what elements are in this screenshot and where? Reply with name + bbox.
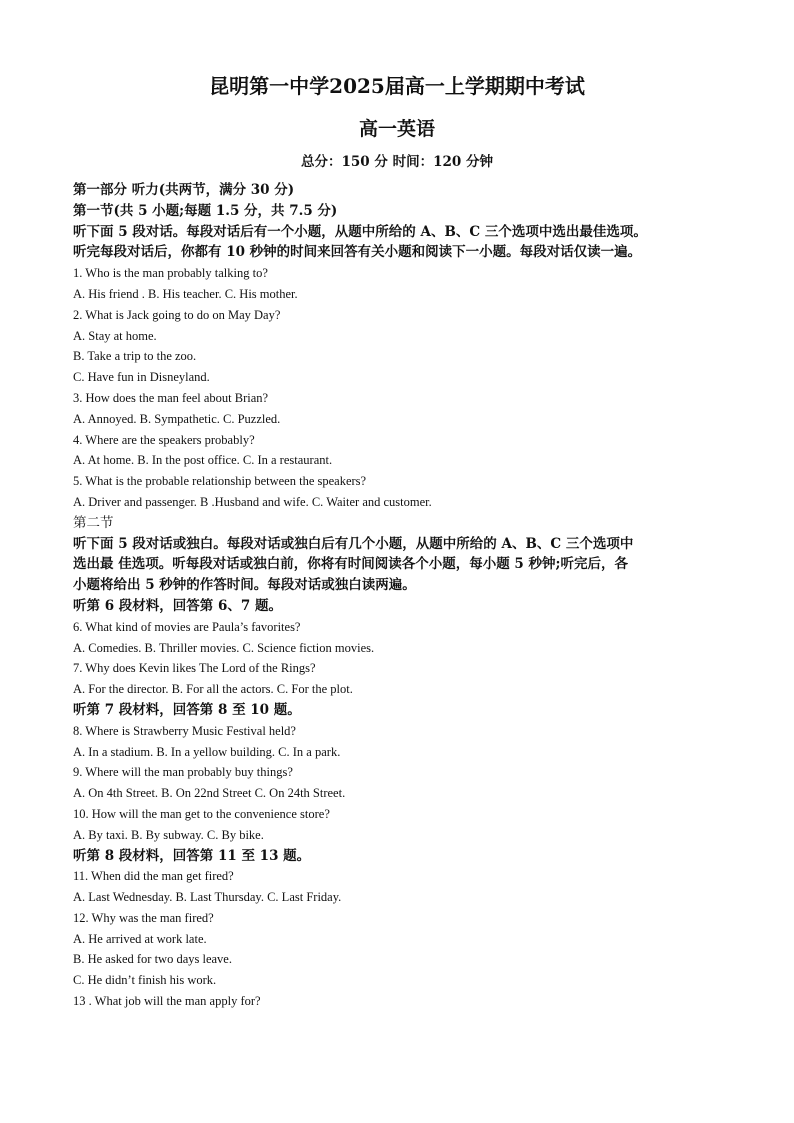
question-line: A. On 4th Street. B. On 22nd Street C. On 24th Street.: [73, 786, 346, 801]
section-heading: 听完每段对话后，你都有 10 秒钟的时间来回答有关小题和阅读下一小题。每段对话仅读一遍。: [73, 244, 642, 261]
section-heading: 听第 6 段材料，回答第 6、7 题。: [73, 597, 282, 614]
section-heading: 听第 7 段材料，回答第 8 至 10 题。: [73, 701, 301, 718]
question-line: 5. What is the probable relationship between the speakers?: [73, 474, 367, 489]
question-line: A. Stay at home.: [73, 328, 157, 343]
section-heading: 第二节: [73, 514, 114, 531]
question-line: 4. Where are the speakers probably?: [73, 432, 255, 447]
question-line: B. Take a trip to the zoo.: [73, 349, 197, 364]
exam-info: 总分：150 分 时间：120 分钟: [301, 154, 493, 170]
question-line: A. Driver and passenger. B .Husband and wife. C. Waiter and customer.: [73, 494, 432, 509]
question-line: A. His friend . B. His teacher. C. His mother.: [73, 286, 298, 301]
question-line: 3. How does the man feel about Brian?: [73, 390, 269, 405]
question-line: A. By taxi. B. By subway. C. By bike.: [73, 827, 264, 842]
question-line: 7. Why does Kevin likes The Lord of the Rings?: [73, 661, 316, 676]
question-line: 11. When did the man get fired?: [73, 869, 234, 884]
section-heading: 第一部分 听力(共两节，满分 30 分): [73, 182, 295, 198]
question-line: A. In a stadium. B. In a yellow building. C. In a park.: [73, 744, 341, 759]
question-line: B. He asked for two days leave.: [73, 952, 232, 967]
question-line: 8. Where is Strawberry Music Festival held?: [73, 723, 296, 738]
section-heading: 听下面 5 段对话。每段对话后有一个小题，从题中所给的 A、B、C 三个选项中选出最佳选项。: [73, 223, 647, 240]
section-heading: 选出最 佳选项。听每段对话或独白前，你将有时间阅读各个小题，每小题 5 秒钟;听完后，各: [73, 556, 628, 573]
question-line: A. He arrived at work late.: [73, 931, 207, 946]
exam-title: 昆明第一中学2025届高一上学期期中考试: [209, 74, 585, 98]
question-line: C. Have fun in Disneyland.: [73, 370, 210, 385]
question-line: A. Last Wednesday. B. Last Thursday. C. Last Friday.: [73, 890, 342, 905]
question-line: 13 . What job will the man apply for?: [73, 994, 261, 1009]
question-line: A. At home. B. In the post office. C. In a restaurant.: [73, 453, 333, 468]
question-line: A. For the director. B. For all the actors. C. For the plot.: [73, 682, 353, 697]
exam-body: [73, 180, 723, 1012]
section-heading: 听下面 5 段对话或独白。每段对话或独白后有几个小题，从题中所给的 A、B、C 三个选项中: [73, 535, 634, 552]
question-line: C. He didn’t finish his work.: [73, 973, 217, 988]
section-heading: 小题将给出 5 秒钟的作答时间。每段对话或独白读两遍。: [73, 577, 416, 594]
question-line: A. Comedies. B. Thriller movies. C. Science fiction movies.: [73, 640, 375, 655]
question-line: 10. How will the man get to the convenience store?: [73, 806, 330, 821]
section-heading: 听第 8 段材料，回答第 11 至 13 题。: [73, 847, 311, 864]
subject-title: 高一英语: [358, 118, 435, 140]
section-heading: 第一节(共 5 小题;每题 1.5 分，共 7.5 分): [73, 202, 338, 219]
question-line: 2. What is Jack going to do on May Day?: [73, 307, 281, 322]
question-line: 12. Why was the man fired?: [73, 910, 214, 925]
question-line: 9. Where will the man probably buy things?: [73, 765, 293, 780]
question-line: 1. Who is the man probably talking to?: [73, 266, 268, 281]
question-line: 6. What kind of movies are Paula’s favorites?: [73, 619, 301, 634]
question-line: A. Annoyed. B. Sympathetic. C. Puzzled.: [73, 411, 281, 426]
